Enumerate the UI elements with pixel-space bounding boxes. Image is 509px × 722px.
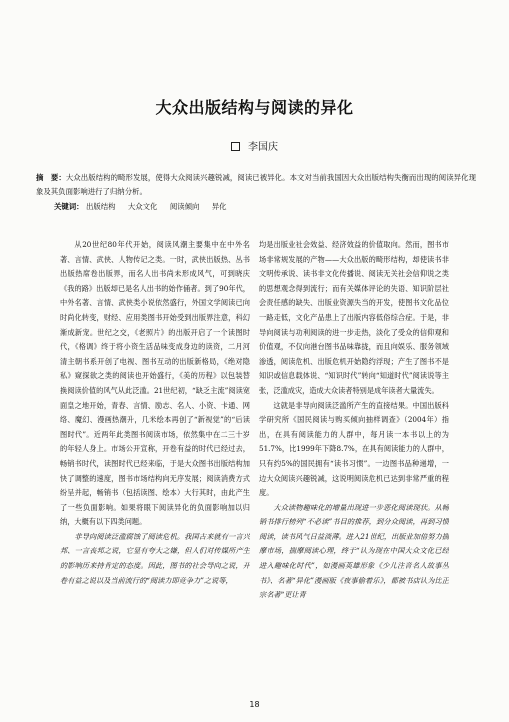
paragraph: 大众读物趣味化的增量出现进一步恶化阅读现状。从畅销书排行榜列“不必读”书目的推荐，到分众阅读，再到习惯阅读，读书风气日益淡薄。进入21世纪，出版业加倍努力揣摩市场，揣摩阅读心理，终于“认为现在中国大众文化已经进入趣味化时代”，如漫画英雄形象《少儿注音名人故事丛书》、名著“异化”漫画版《夜事偷着乐》，都被书店认为比正宗名著“更让青 xyxy=(259,502,449,600)
abstract-text: 大众出版结构的畸形发展，使得大众阅读兴趣锐减，阅读已被异化。本文对当前我国因大众出版结构失衡而出现的阅读异化现象及其负面影响进行了归纳分析。 xyxy=(36,173,476,196)
keyword-item: 出版结构 xyxy=(85,202,116,211)
paragraph: 非导向阅读泛滥腐蚀了阅读危机。我国古来就有一言兴邦、一言丧邦之说，它显有夸大之嫌，但人们对传媒所产生的影响历来持肯定的态度。因此，图书的社会导向之说，开卷有益之说以及当前流行的“阅读力即竞争力”之说等， xyxy=(60,531,250,585)
keywords-label: 关键词： xyxy=(54,202,84,211)
abstract-label: 摘 要： xyxy=(36,173,66,182)
keyword-item: 大众文化 xyxy=(127,202,158,211)
page-number: 18 xyxy=(249,700,260,709)
paragraph: 均是出版业社会效益、经济效益的价值取向。然而，图书市场非常规发展的产物——大众出版的畸形结构，却使读书非文明传承说、读书非文化传播说、阅读无关社会信仰说之类的思想观念得到流行；而有关媒体评论的失语、知识阶层社会责任感的缺失、出版业资源失当的开发，使图书文化品位一路走低，文化产品患上了出版内容低俗综合症。于是，非导向阅读与功利阅读的进一步走热，淡化了受众的信仰观和价值观，不仅向港台图书品味靠拢，而且向娱乐、服务领域渗透，阅读危机、出版危机开始隐约浮现；产生了图书不是知识或信息载体说、“知识时代”转向“知道时代”阅读说等主张，泛滥成灾，造成大众读者特别是成年读者大量流失。 xyxy=(259,240,449,395)
paragraph: 这就是非导向阅读泛滥所产生的直接结果。中国出版科学研究所《国民阅读与购买倾向抽样调查》（2004年）指出，在具有阅读能力的人群中，每月读一本书以上的为51.7%，比1999年下降8.7%，在具有阅读能力的人群中，只有约5%的国民拥有“读书习惯”。一边图书品种递增，一边大众阅读兴趣锐减，这说明阅读危机已达到非常严重的程度。 xyxy=(259,400,449,498)
author-line xyxy=(0,138,509,153)
article-title: 大众出版结构与阅读的异化 xyxy=(155,98,354,117)
paragraph: 从20世纪80年代开始，阅读风潮主要集中在中外名著、言情、武侠、人物传记之类。一时，武侠出版热、丛书出版热席卷出版界，而名人出书尚未形成风气，可到晓庆《我的路》出版却已是名人出书的始作俑者。到了90年代，中外名著、言情、武侠类小说依然盛行，外国文学阅读已向时尚化转变，财经、应用类图书开始受到出版界注意，科幻渐成新宠。世纪之交，《老照片》的出版开启了一个读图时代，《格调》终于将小资生活品味变成身边的读资，二月河清主朝书系开创了电视、图书互动的出版新格局，《绝对隐私》窥探欲之类的阅读也开始盛行，《美的历程》以包装替换阅读价值的风气从此泛滥。21世纪初，“缺乏主流”阅读宽面皇之地开始，青春、言情、励志、名人、小资、卡通、网络、魔幻、漫画热潮升，几米绘本再创了“新视觉”的“后读图时代”。近两年此类图书阅读市场，依然集中在二三十岁的年轻人身上。市场公开宣称，开卷有益的时代已经过去，畅销书时代，读图时代已经来临，于是大众图书出版结构加快了调整的速度，图书市场结构向无序发展；阅读消费方式纷呈并起，畅销书（包括读图、绘本）大行其时，由此产生了一些负面影响。如果将眼下阅读异化的负面影响加以归纳，大概有以下四类问题。 xyxy=(60,240,250,527)
body-column-left xyxy=(60,238,250,678)
body-column-right xyxy=(259,238,449,678)
author-box-icon xyxy=(231,142,240,151)
abstract xyxy=(36,171,476,199)
keyword-item: 阅读倾向 xyxy=(169,202,200,211)
keyword-item: 异化 xyxy=(211,202,227,211)
keywords xyxy=(54,200,474,214)
author-name: 李国庆 xyxy=(248,142,278,153)
